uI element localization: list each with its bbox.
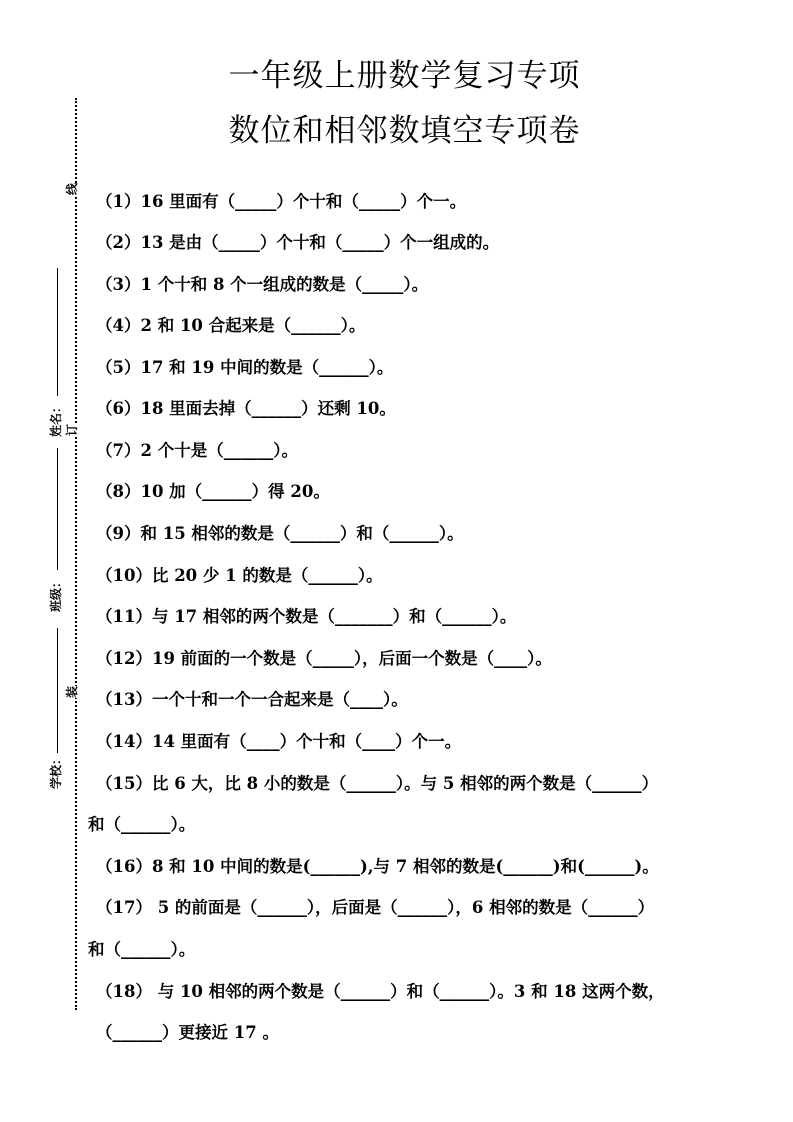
- margin-label-zhuang: 装: [65, 685, 80, 699]
- question-14: （14）14 里面有（____）个十和（____）个一。: [96, 732, 462, 751]
- question-15-continued: 和（______）。: [88, 815, 196, 834]
- question-17-continued: 和（______）。: [88, 940, 196, 959]
- question-8: （8）10 加（______）得 20。: [96, 482, 330, 501]
- question-5: （5）17 和 19 中间的数是（______）。: [96, 358, 394, 377]
- school-fill-line: [57, 628, 58, 756]
- question-2: （2）13 是由（_____）个十和（_____）个一组成的。: [96, 233, 500, 252]
- margin-label-xian: 线: [65, 182, 80, 196]
- question-9: （9）和 15 相邻的数是（______）和（______）。: [96, 524, 464, 543]
- question-16: （16）8 和 10 中间的数是(______),与 7 相邻的数是(______)和(______)。: [96, 857, 659, 876]
- question-18-continued: （______）更接近 17 。: [96, 1023, 279, 1042]
- question-3: （3）1 个十和 8 个一组成的数是（_____）。: [96, 275, 429, 294]
- margin-label-name: 姓名：: [49, 400, 64, 438]
- question-17: （17） 5 的前面是（______），后面是（______），6 相邻的数是（______）: [96, 898, 655, 917]
- question-10: （10）比 20 少 1 的数是（______）。: [96, 566, 383, 585]
- worksheet-subtitle: 数位和相邻数填空专项卷: [228, 113, 581, 149]
- binding-dotted-line: [75, 98, 77, 1010]
- margin-label-ding: 订: [65, 423, 80, 437]
- name-fill-line: [57, 268, 58, 396]
- question-11: （11）与 17 相邻的两个数是（_______）和（______）。: [96, 607, 517, 626]
- question-15: （15）比 6 大，比 8 小的数是（______）。与 5 相邻的两个数是（______）: [96, 774, 659, 793]
- worksheet-title: 一年级上册数学复习专项: [228, 58, 581, 94]
- class-fill-line: [57, 448, 58, 570]
- margin-label-class: 班级：: [49, 575, 64, 613]
- question-4: （4）2 和 10 合起来是（______）。: [96, 316, 366, 335]
- margin-label-school: 学校：: [49, 752, 64, 790]
- question-6: （6）18 里面去掉（______）还剩 10。: [96, 399, 396, 418]
- question-13: （13）一个十和一个一合起来是（____）。: [96, 690, 408, 709]
- question-1: （1）16 里面有（_____）个十和（_____）个一。: [96, 192, 467, 211]
- question-12: （12）19 前面的一个数是（_____），后面一个数是（____）。: [96, 649, 552, 668]
- question-18: （18） 与 10 相邻的两个数是（______）和（______）。3 和 18 这两个数，: [96, 982, 665, 1001]
- question-7: （7）2 个十是（______）。: [96, 441, 298, 460]
